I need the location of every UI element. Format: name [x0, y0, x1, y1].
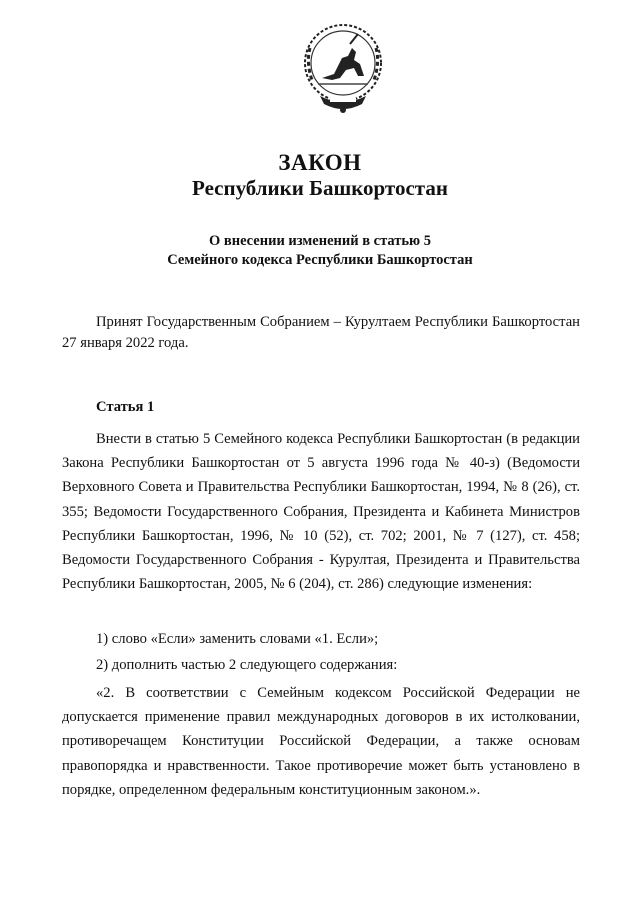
- article-intro-paragraph: Внести в статью 5 Семейного кодекса Республики Башкортостан (в редакции Закона Республики Башкортостан от 5 августа 1996 года № 40-з) (Ведомости Верховного Совета и Правительства Республики Башкортостан, 1994, № 8 (26), ст. 355; Ведомости Государственного Собрания, Президента и Кабинета Министров Республики Башкортостан, 1996, № 10 (52), ст. 702; 2001, № 7 (127), ст. 458; Ведомости Государственного Собрания - Курултая, Президента и Правительства Республики Башкортостан, 2005, № 6 (204), ст. 286) следующие изменения:: [62, 431, 580, 593]
- article-heading: Статья 1: [96, 399, 155, 415]
- law-subject-heading: [0, 232, 640, 270]
- amendment-quote-paragraph: «2. В соответствии с Семейным кодексом Российской Федерации не допускается применение правил международных договоров в их истолковании, противоречащем Конституции Российской Федерации, а также основам правопорядка и нравственности. Такое противоречие может быть установлено в порядке, определенном федеральным конституционным законом.».: [62, 685, 580, 798]
- issuing-authority-title: Республики Башкортостан: [192, 176, 448, 200]
- document-type-title: ЗАКОН: [278, 150, 362, 175]
- amendment-item-2: 2) дополнить частью 2 следующего содержания:: [96, 657, 398, 673]
- adoption-statement: Принят Государственным Собранием – Курултаем Республики Башкортостан 27 января 2022 года.: [62, 314, 580, 351]
- amendment-item-1: 1) слово «Если» заменить словами «1. Если»;: [96, 631, 379, 647]
- subject-line-1: О внесении изменений в статью 5: [208, 233, 432, 249]
- coat-of-arms-emblem: [298, 18, 388, 118]
- subject-line-2: Семейного кодекса Республики Башкортостан: [167, 252, 473, 268]
